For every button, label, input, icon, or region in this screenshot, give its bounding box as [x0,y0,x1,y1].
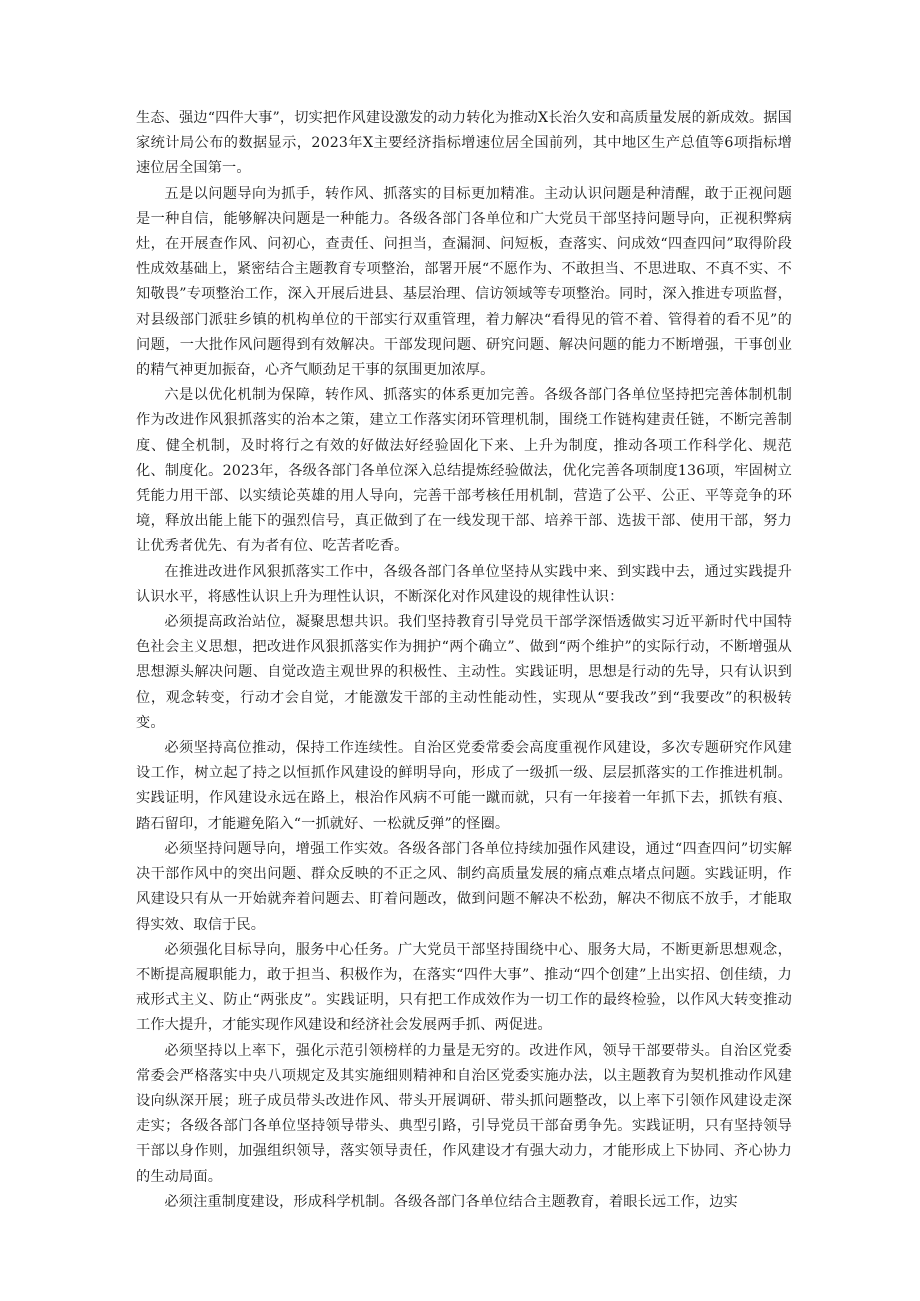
paragraph-problem-oriented: 必须坚持问题导向，增强工作实效。各级各部门各单位持续加强作风建设，通过“四查四问”切实解决干部作风中的突出问题、群众反映的不正之风、制约高质量发展的痛点难点堵点问题。实践证明，作风建设只有从一开始就奔着问题去、盯着问题改，做到问题不解决不松劲，解决不彻底不放手，才能取得实效、取信于民。 [136,840,792,933]
document-body [136,106,792,1215]
paragraph-political-stance: 必须提高政治站位，凝聚思想共识。我们坚持教育引导党员干部学深悟透做实习近平新时代中国特色社会主义思想，把改进作风狠抓落实作为拥护“两个确立”、做到“两个维护”的实际行动，不断增强从思想源头解决问题、自觉改造主观世界的积极性、主动性。实践证明，思想是行动的先导，只有认识到位，观念转变，行动才会自觉，才能激发干部的主动性能动性，实现从“要我改”到“我要改”的积极转变。 [136,614,792,731]
paragraph-practice-summary: 在推进改进作风狠抓落实工作中，各级各部门各单位坚持从实践中来、到实践中去，通过实践提升认识水平，将感性认识上升为理性认识，不断深化对作风建设的规律性认识： [136,563,792,605]
paragraph-high-level-push: 必须坚持高位推动，保持工作连续性。自治区党委常委会高度重视作风建设，多次专题研究作风建设工作，树立起了持之以恒抓作风建设的鲜明导向，形成了一级抓一级、层层抓落实的工作推进机制。实践证明，作风建设永远在路上，根治作风病不可能一蹴而就，只有一年接着一年抓下去，抓铁有痕、踏石留印，才能避免陷入“一抓就好、一松就反弹”的怪圈。 [136,740,792,832]
paragraph-lead-by-example: 必须坚持以上率下，强化示范引领榜样的力量是无穷的。改进作风，领导干部要带头。自治区党委常委会严格落实中央八项规定及其实施细则精神和自治区党委实施办法，以主题教育为契机推动作风建设向纵深开展；班子成员带头改进作风、带头开展调研、带头抓问题整改，以上率下引领作风建设走深走实；各级各部门各单位坚持领导带头、典型引路，引导党员干部奋勇争先。实践证明，只有坚持领导干部以身作则，加强组织领导，落实领导责任，作风建设才有强大动力，才能形成上下协同、齐心协力的生动局面。 [136,1042,792,1185]
paragraph-mechanism-optimization: 六是以优化机制为保障，转作风、抓落实的体系更加完善。各级各部门各单位坚持把完善体制机制作为改进作风狠抓落实的治本之策，建立工作落实闭环管理机制，围绕工作链构建责任链，不断完善制度、健全机制，及时将行之有效的好做法好经验固化下来、上升为制度，推动各项工作科学化、规范化、制度化。2023年，各级各部门各单位深入总结提炼经验做法，优化完善各项制度136项，牢固树立凭能力用干部、以实绩论英雄的用人导向，完善干部考核任用机制，营造了公平、公正、平等竞争的环境，释放出能上能下的强烈信号，真正做到了在一线发现干部、培养干部、选拔干部、使用干部，努力让优秀者优先、有为者有位、吃苦者吃香。 [136,387,792,555]
paragraph-system-building: 必须注重制度建设，形成科学机制。各级各部门各单位结合主题教育，着眼长远工作，边实 [164,1193,738,1210]
paragraph-problem-orientation: 五是以问题导向为抓手，转作风、抓落实的目标更加精准。主动认识问题是种清醒，敢于正视问题是一种自信，能够解决问题是一种能力。各级各部门各单位和广大党员干部坚持问题导向，正视积弊病灶，在开展查作风、问初心，查责任、问担当，查漏洞、问短板，查落实、问成效“四查四问”取得阶段性成效基础上，紧密结合主题教育专项整治，部署开展“不愿作为、不敢担当、不思进取、不真不实、不知敬畏”专项整治工作，深入开展后进县、基层治理、信访领域等专项整治。同时，深入推进专项监督，对县级部门派驻乡镇的机构单位的干部实行双重管理，着力解决“看得见的管不着、管得着的看不见”的问题，一大批作风问题得到有效解决。干部发现问题、研究问题、解决问题的能力不断增强，干事创业的精气神更加振奋，心齐气顺劲足干事的氛围更加浓厚。 [136,185,792,379]
paragraph-continued: 生态、强边“四件大事”，切实把作风建设激发的动力转化为推动X长治久安和高质量发展的新成效。据国家统计局公布的数据显示，2023年X主要经济指标增速位居全国前列，其中地区生产总值等6项指标增速位居全国第一。 [136,110,792,177]
paragraph-goal-oriented: 必须强化目标导向，服务中心任务。广大党员干部坚持围绕中心、服务大局，不断更新思想观念，不断提高履职能力，敢于担当、积极作为，在落实“四件大事”、推动“四个创建”上出实招、创佳绩，力戒形式主义、防止“两张皮”。实践证明，只有把工作成效作为一切工作的最终检验，以作风大转变推动工作大提升，才能实现作风建设和经济社会发展两手抓、两促进。 [136,941,792,1034]
